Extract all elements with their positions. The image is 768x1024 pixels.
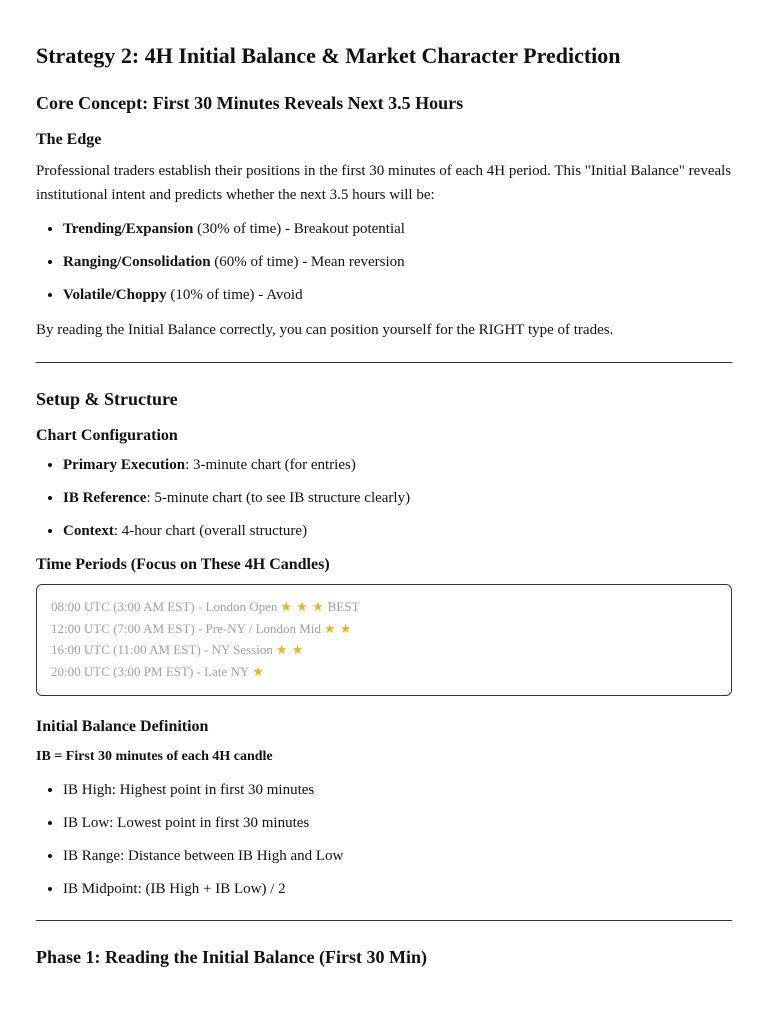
edge-closing: By reading the Initial Balance correctly, you can position yourself for the RIGHT type of trades.	[36, 322, 614, 338]
list-item-text: : 3-minute chart (for entries)	[185, 457, 356, 473]
setup-heading: Setup & Structure	[36, 389, 178, 409]
list-item: • IB Range: Distance between IB High and Low	[63, 846, 732, 867]
time-period-line	[51, 597, 717, 619]
ib-definition-list	[36, 780, 732, 900]
list-item-bold: Ranging/Consolidation	[63, 254, 211, 270]
edge-paragraph: Professional traders establish their positions in the first 30 minutes of each 4H period. This "Initial Balance" reveals institutional intent and predicts whether the next 3.5 hours will be:	[36, 163, 732, 203]
time-period-text: 08:00 UTC (3:00 AM EST) - London Open	[51, 599, 278, 614]
list-item: • IB High: Highest point in first 30 minutes	[63, 780, 732, 801]
list-item-bold: IB Reference	[63, 490, 147, 506]
time-period-text: 16:00 UTC (11:00 AM EST) - NY Session	[51, 642, 273, 657]
list-item	[63, 521, 732, 542]
list-item: • IB Low: Lowest point in first 30 minutes	[63, 813, 732, 834]
star-icon: ★ ★	[275, 643, 304, 658]
list-item	[63, 219, 732, 240]
star-icon: ★	[252, 664, 264, 680]
section-divider	[36, 920, 732, 921]
section-divider	[36, 362, 732, 363]
time-period-text: 12:00 UTC (7:00 AM EST) - Pre-NY / London Mid	[51, 620, 321, 636]
list-item-text: (10% of time) - Avoid	[166, 287, 303, 303]
core-concept-heading: Core Concept: First 30 Minutes Reveals Next 3.5 Hours	[36, 93, 464, 113]
list-item-text: : 5-minute chart (to see IB structure clearly)	[146, 490, 411, 506]
list-item	[63, 455, 732, 476]
chart-config-list	[36, 455, 732, 542]
list-item	[63, 285, 732, 306]
list-item: • IB Midpoint: (IB High + IB Low) / 2	[63, 879, 732, 900]
list-item-text: (60% of time) - Mean reversion	[210, 254, 405, 270]
time-period-line	[51, 662, 717, 684]
chart-config-heading: Chart Configuration	[36, 427, 178, 444]
time-periods-code-block	[36, 584, 732, 696]
time-period-line	[51, 640, 717, 662]
time-periods-heading: Time Periods (Focus on These 4H Candles)	[36, 556, 330, 573]
list-item-bold: Primary Execution	[63, 457, 186, 473]
time-period-line	[51, 619, 717, 641]
list-item	[63, 488, 732, 509]
list-item-bold: Context	[63, 523, 114, 539]
best-label: BEST	[327, 599, 360, 614]
market-character-list	[36, 219, 732, 306]
edge-heading: The Edge	[36, 131, 102, 148]
phase1-heading: Phase 1: Reading the Initial Balance (First 30 Min)	[36, 947, 427, 967]
list-item	[63, 252, 732, 273]
list-item-bold: Volatile/Choppy	[63, 287, 167, 303]
time-period-text: 20:00 UTC (3:00 PM EST) - Late NY	[51, 663, 250, 679]
list-item-text: : 4-hour chart (overall structure)	[113, 523, 308, 539]
page-title: Strategy 2: 4H Initial Balance & Market Character Prediction	[36, 43, 621, 68]
ib-definition-bold-line: IB = First 30 minutes of each 4H candle	[36, 749, 273, 764]
star-icon: ★ ★ ★	[280, 600, 324, 615]
star-icon: ★ ★	[323, 621, 352, 637]
list-item-bold: Trending/Expansion	[63, 221, 194, 237]
list-item-text: (30% of time) - Breakout potential	[193, 221, 405, 237]
ib-definition-heading: Initial Balance Definition	[36, 718, 209, 735]
